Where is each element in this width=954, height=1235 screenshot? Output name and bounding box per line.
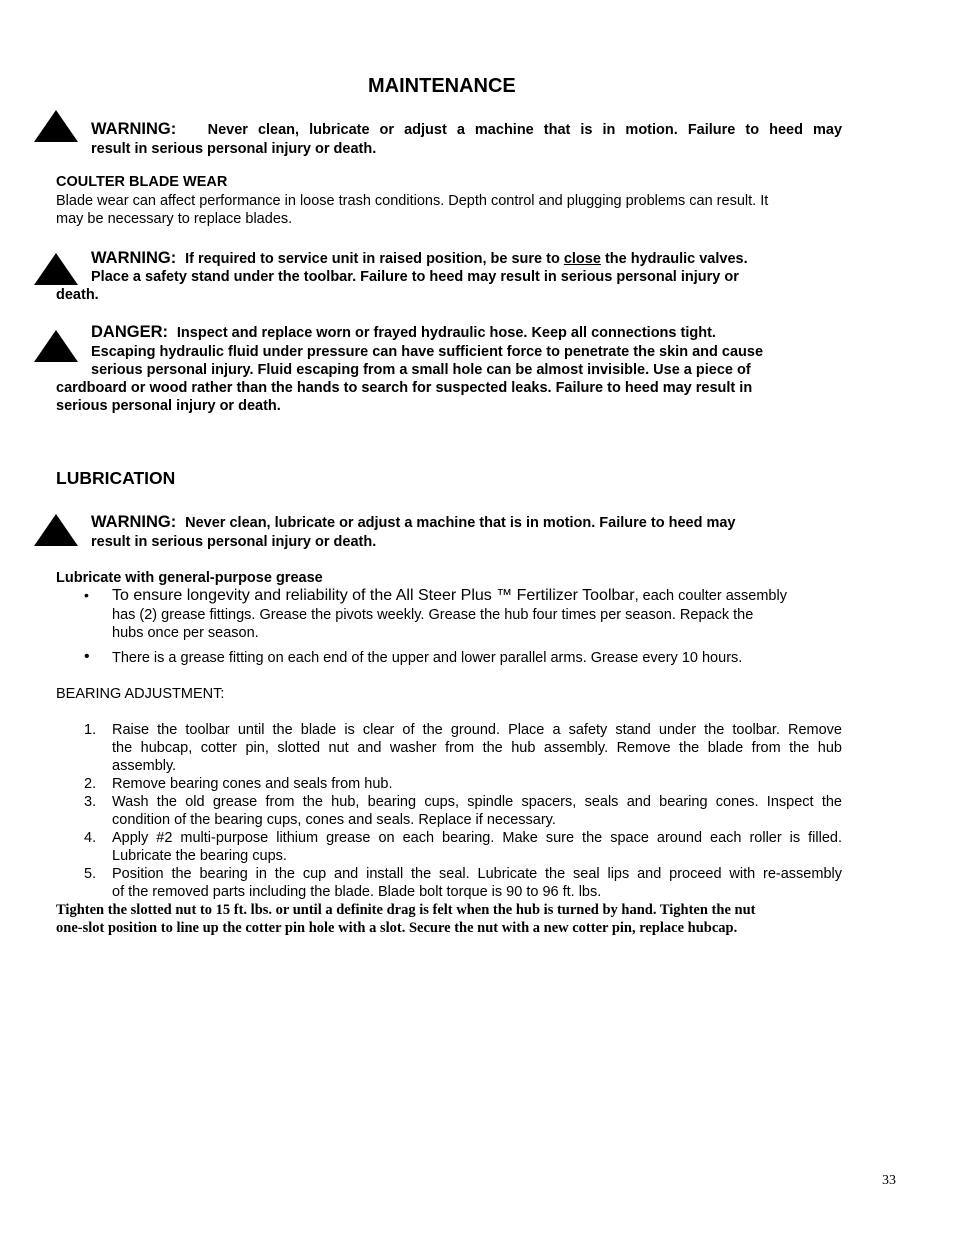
step-number: 3.: [84, 794, 97, 810]
warning-2-line-2: Place a safety stand under the toolbar. Failure to heed may result in serious personal injury or: [91, 269, 739, 285]
lubrication-heading: LUBRICATION: [56, 468, 176, 488]
danger-triangle-icon: [34, 330, 78, 362]
warning-line-1: WARNING: Never clean, lubricate or adjust a machine that is in motion. Failure to heed may: [91, 120, 843, 138]
coulter-text-line-2: may be necessary to replace blades.: [56, 211, 293, 227]
step-number: 2.: [84, 776, 97, 792]
danger-line-1: DANGER: Inspect and replace worn or frayed hydraulic hose. Keep all connections tight.: [91, 323, 716, 341]
step-1-line-3: assembly.: [112, 758, 177, 774]
warning-block-1: [91, 119, 842, 158]
bullet-icon: •: [84, 587, 89, 603]
step-2-line-1: Remove bearing cones and seals from hub.: [112, 776, 393, 792]
danger-line-3: serious personal injury. Fluid escaping from a small hole can be almost invisible. Use a piece of: [91, 362, 751, 378]
bullet-icon: •: [84, 648, 90, 665]
step-number: 4.: [84, 830, 97, 846]
step-3-line-1: Wash the old grease from the hub, bearing cups, spindle spacers, seals and bearing cones. Inspect the: [112, 794, 842, 810]
page-title: MAINTENANCE: [368, 75, 516, 97]
step-5-line-2: of the removed parts including the blade. Blade bolt torque is 90 to 96 ft. lbs.: [112, 884, 602, 900]
step-number: 1.: [84, 722, 97, 738]
bullet-1-line-3: hubs once per season.: [112, 625, 259, 641]
step-1-line-1: Raise the toolbar until the blade is clear of the ground. Place a safety stand under the toolbar. Remove: [112, 722, 842, 738]
bullet-2-text: There is a grease fitting on each end of the upper and lower parallel arms. Grease every 10 hours.: [112, 650, 743, 666]
danger-line-4: cardboard or wood rather than the hands to search for suspected leaks. Failure to heed may result in: [56, 380, 753, 396]
warning-2-line-3: death.: [56, 287, 99, 303]
step-number: 5.: [84, 866, 97, 882]
coulter-text-line-1: Blade wear can affect performance in loose trash conditions. Depth control and plugging problems can result. It: [56, 193, 769, 209]
step-5-line-1: Position the bearing in the cup and install the seal. Lubricate the seal lips and proceed with re-assembly: [112, 866, 842, 882]
coulter-heading: COULTER BLADE WEAR: [56, 174, 228, 190]
bearing-note-line-1: Tighten the slotted nut to 15 ft. lbs. or until a definite drag is felt when the hub is turned by hand. Tighten the nut: [56, 902, 756, 918]
warning-triangle-icon: [34, 514, 78, 546]
step-4-line-1: Apply #2 multi-purpose lithium grease on each bearing. Make sure the space around each roller is filled.: [112, 830, 842, 846]
warning-triangle-icon: [34, 253, 78, 285]
lubrication-warning-line-2: result in serious personal injury or death.: [91, 534, 377, 550]
step-3-line-2: condition of the bearing cups, cones and seals. Replace if necessary.: [112, 812, 556, 828]
step-1-line-2: the hubcap, cotter pin, slotted nut and washer from the hub assembly. Remove the blade from the hub: [112, 740, 842, 756]
warning-triangle-icon: [34, 110, 78, 142]
lubrication-warning-line-1: WARNING: Never clean, lubricate or adjust a machine that is in motion. Failure to heed may: [91, 513, 736, 531]
bullet-1-line-1: To ensure longevity and reliability of the All Steer Plus ™ Fertilizer Toolbar, each coulter assembly: [112, 587, 787, 604]
warning-line-2: result in serious personal injury or death.: [91, 141, 377, 157]
danger-line-5: serious personal injury or death.: [56, 398, 281, 414]
step-4-line-2: Lubricate the bearing cups.: [112, 848, 287, 864]
bearing-note-line-2: one-slot position to line up the cotter pin hole with a slot. Secure the nut with a new cotter pin, replace hubcap.: [56, 920, 738, 936]
bullet-1-line-2: has (2) grease fittings. Grease the pivots weekly. Grease the hub four times per season. Repack the: [112, 607, 754, 623]
page-number: 33: [882, 1173, 896, 1188]
bearing-heading: BEARING ADJUSTMENT:: [56, 686, 225, 702]
warning-2-line-1: WARNING: If required to service unit in raised position, be sure to close the hydraulic valves.: [91, 249, 748, 267]
danger-line-2: Escaping hydraulic fluid under pressure can have sufficient force to penetrate the skin and cause: [91, 344, 764, 360]
lubrication-subheading: Lubricate with general-purpose grease: [56, 570, 323, 586]
